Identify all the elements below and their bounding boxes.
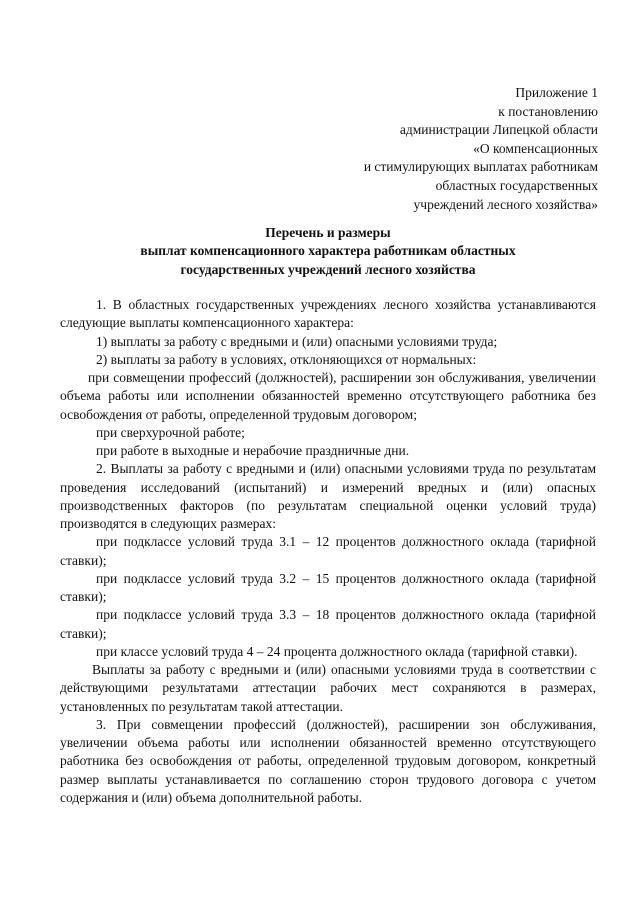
- appendix-line: к постановлению: [498, 103, 598, 119]
- paragraph-item-1: 1) выплаты за работу с вредными и (или) опасными условиями труда;: [96, 333, 498, 349]
- appendix-line: и стимулирующих выплатах работникам: [363, 159, 598, 175]
- paragraph-subclass-3-3: при подклассе условий труда 3.3 – 18 процентов должностного оклада (тарифной ставки);: [60, 607, 596, 641]
- appendix-line: областных государственных: [435, 177, 598, 193]
- appendix-line: учреждений лесного хозяйства»: [413, 196, 598, 212]
- paragraph-attestation: Выплаты за работу с вредными и (или) опасными условиями труда в соответствии с действующими результатами аттестации рабочих мест сохраняются в размерах, установленных по результатам такой аттестации.: [60, 662, 596, 714]
- title-line: государственных учреждений лесного хозяйства: [180, 261, 476, 277]
- title-line: выплат компенсационного характера работникам областных: [140, 243, 516, 259]
- paragraph-section-3: 3. При совмещении профессий (должностей), расширении зон обслуживания, увеличении объема работы или исполнении обязанностей временно отсутствующего работника без освобождения от работы, определенной трудовым договором, конкретный размер выплаты устанавливается по соглашению сторон трудового договора с учетом содержания и (или) объема дополнительной работы.: [60, 716, 596, 805]
- document-title: [60, 224, 596, 279]
- document-body: [60, 296, 596, 807]
- paragraph-subclass-3-2: при подклассе условий труда 3.2 – 15 процентов должностного оклада (тарифной ставки);: [60, 570, 596, 604]
- paragraph-class-4: при классе условий труда 4 – 24 процента должностного оклада (тарифной ставки).: [96, 643, 578, 659]
- appendix-line: «О компенсационных: [473, 140, 598, 156]
- paragraph-combination: при совмещении профессий (должностей), расширении зон обслуживания, увеличении объема работы или исполнении обязанностей временно отсутствующего работника без освобождения от работы, определенной трудовым договором;: [60, 370, 596, 422]
- paragraph-section-1: 1. В областных государственных учреждениях лесного хозяйства устанавливаются следующие выплаты компенсационного характера:: [60, 297, 596, 331]
- appendix-line: администрации Липецкой области: [399, 122, 598, 138]
- paragraph-holidays: при работе в выходные и нерабочие праздничные дни.: [96, 443, 410, 458]
- paragraph-subclass-3-1: при подклассе условий труда 3.1 – 12 процентов должностного оклада (тарифной ставки);: [60, 534, 596, 568]
- appendix-number: Приложение 1: [515, 85, 598, 100]
- title-line: Перечень и размеры: [265, 225, 391, 240]
- paragraph-section-2: 2. Выплаты за работу с вредными и (или) опасными условиями труда по результатам проведения исследований (испытаний) и измерений вредных и (или) опасных производственных факторов (по результатам специальной оценки условий труда) производятся в следующих размерах:: [60, 461, 596, 531]
- appendix-reference: [364, 84, 598, 214]
- paragraph-overtime: при сверхурочной работе;: [96, 424, 245, 440]
- paragraph-item-2: 2) выплаты за работу в условиях, отклоняющихся от нормальных:: [96, 351, 477, 367]
